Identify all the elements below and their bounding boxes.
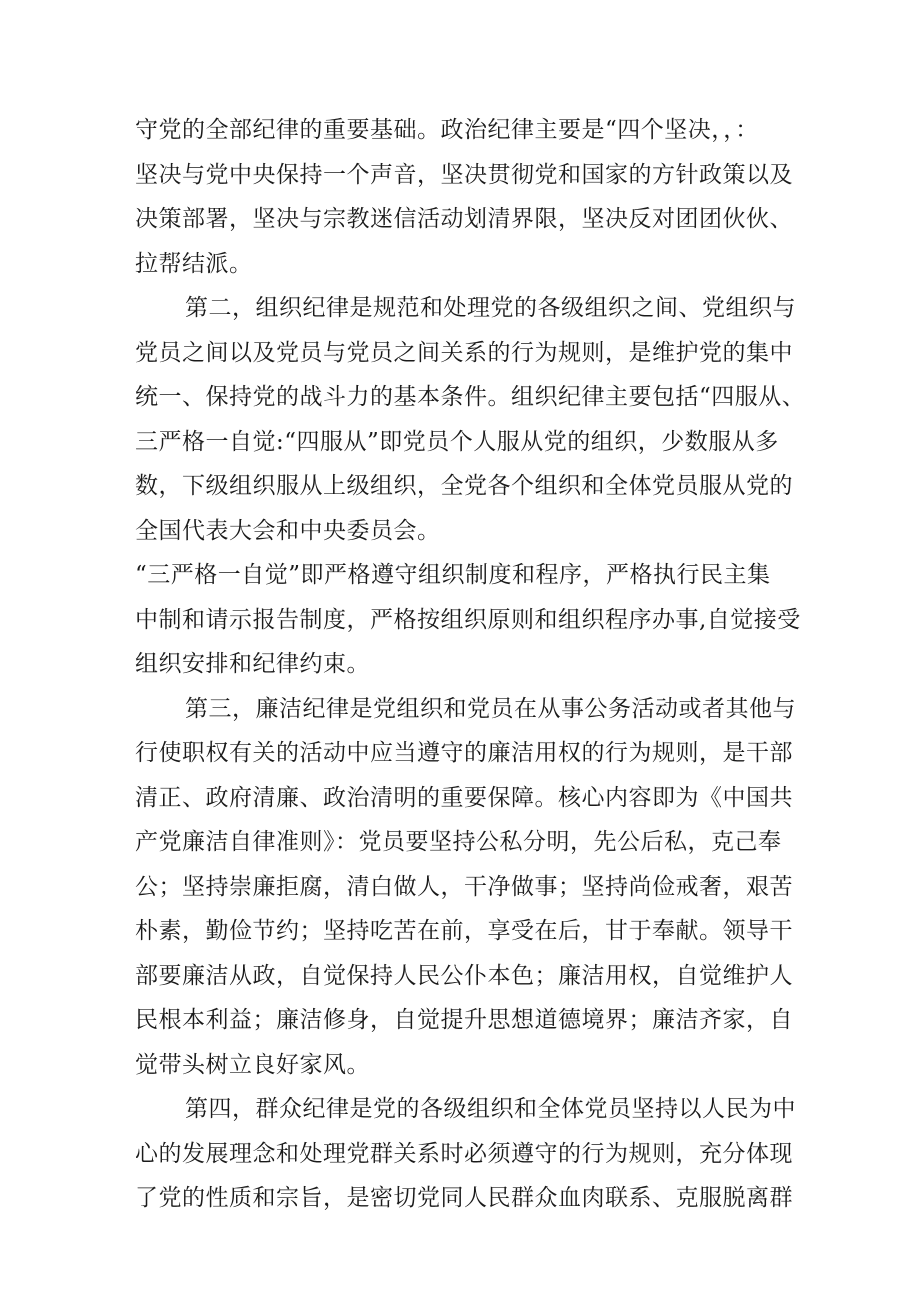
text-line: 了党的性质和宗旨，是密切党同人民群众血肉联系、克服脱离群 xyxy=(135,1185,793,1211)
text-line: 统一、保持党的战斗力的基本条件。组织纪律主要包括“四服从、 xyxy=(135,384,806,410)
text-line: 觉带头树立良好家风。 xyxy=(135,1051,370,1078)
text-line: 行使职权有关的活动中应当遵守的廉洁用权的行为规则，是干部 xyxy=(135,740,793,766)
text-line: 中制和请示报告制度，严格按组织原则和组织程序办事,自觉接受 xyxy=(135,606,801,633)
text-line: 三严格一自觉:“四服从”即党员个人服从党的组织，少数服从多 xyxy=(135,428,779,455)
text-line: 公；坚持崇廉拒腐，清白做人，干净做事；坚持尚俭戒奢，艰苦 xyxy=(135,873,793,900)
text-line: 清正、政府清廉、政治清明的重要保障。核心内容即为《中国共 xyxy=(135,784,793,811)
text-line: 心的发展理念和处理党群关系时必须遵守的行为规则，充分体现 xyxy=(135,1140,793,1167)
text-line: 数，下级组织服从上级组织，全党各个组织和全体党员服从党的 xyxy=(135,473,793,499)
text-line: 决策部署，坚决与宗教迷信活动划清界限，坚决反对团团伙伙、 xyxy=(135,206,793,232)
text-line: 产党廉洁自律准则》：党员要坚持公私分明，先公后私，克己奉 xyxy=(135,829,782,855)
document-body xyxy=(135,108,806,1221)
paragraph-first-line: 第二，组织纪律是规范和处理党的各级组织之间、党组织与 xyxy=(185,295,796,321)
text-line: 民根本利益；廉洁修身，自觉提升思想道德境界；廉洁齐家，自 xyxy=(135,1007,793,1033)
text-line: 组织安排和纪律约束。 xyxy=(135,651,370,677)
paragraph-first-line: 第三，廉洁纪律是党组织和党员在从事公务活动或者其他与 xyxy=(185,695,796,722)
text-line: 朴素，勤俭节约；坚持吃苦在前，享受在后，甘于奉献。领导干 xyxy=(135,918,793,944)
paragraph-first-line: 第四，群众纪律是党的各级组织和全体党员坚持以人民为中 xyxy=(185,1096,796,1122)
text-line: 守党的全部纪律的重要基础。政治纪律主要是“四个坚决，，： xyxy=(135,117,759,143)
text-line: “三严格一自觉”即严格遵守组织制度和程序，严格执行民主集 xyxy=(135,562,771,588)
text-line: 党员之间以及党员与党员之间关系的行为规则，是维护党的集中 xyxy=(135,339,793,366)
text-line: 坚决与党中央保持一个声音，坚决贯彻党和国家的方针政策以及 xyxy=(135,161,793,188)
text-line: 拉帮结派。 xyxy=(135,250,253,277)
text-line: 全国代表大会和中央委员会。 xyxy=(135,517,441,544)
text-line: 部要廉洁从政，自觉保持人民公仆本色；廉洁用权，自觉维护人 xyxy=(135,962,793,989)
